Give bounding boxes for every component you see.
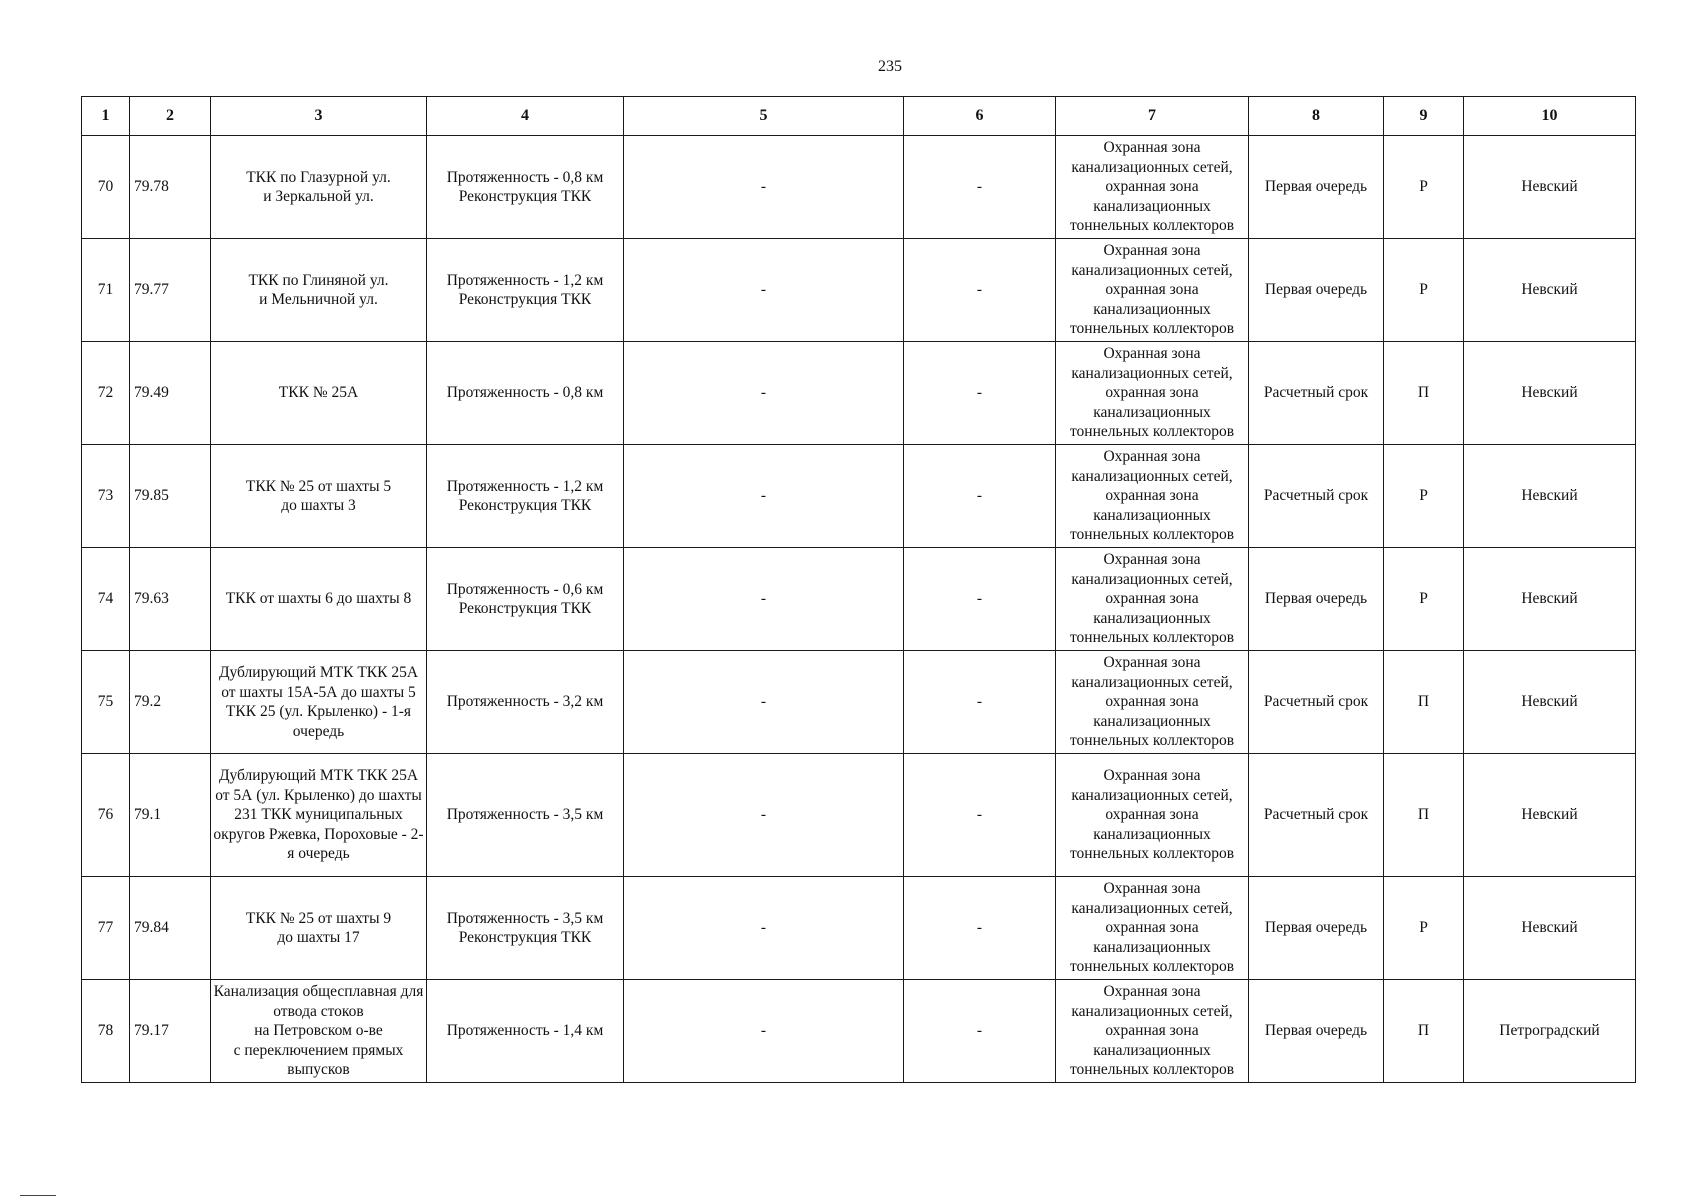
row-code-cell: 79.2 bbox=[130, 651, 211, 754]
column-header: 9 bbox=[1384, 97, 1464, 136]
type-cell: П bbox=[1384, 651, 1464, 754]
description-cell: Протяженность - 1,2 км Реконструкция ТКК bbox=[427, 445, 624, 548]
row-number-cell: 71 bbox=[82, 239, 130, 342]
column-6-cell: - bbox=[904, 754, 1056, 877]
type-cell: П bbox=[1384, 980, 1464, 1083]
table-row bbox=[82, 239, 1636, 342]
row-number-cell: 72 bbox=[82, 342, 130, 445]
row-code-cell: 79.78 bbox=[130, 136, 211, 239]
type-cell: Р bbox=[1384, 445, 1464, 548]
column-header: 6 bbox=[904, 97, 1056, 136]
description-cell: Протяженность - 1,4 км bbox=[427, 980, 624, 1083]
zone-cell: Охранная зона канализационных сетей, охранная зона канализационных тоннельных коллекторов bbox=[1056, 445, 1249, 548]
row-code-cell: 79.63 bbox=[130, 548, 211, 651]
table-row bbox=[82, 548, 1636, 651]
page-number: 235 bbox=[878, 58, 902, 75]
zone-cell: Охранная зона канализационных сетей, охранная зона канализационных тоннельных коллекторов bbox=[1056, 136, 1249, 239]
table-body bbox=[82, 136, 1636, 1083]
table-row bbox=[82, 136, 1636, 239]
object-name-cell: ТКК № 25А bbox=[211, 342, 427, 445]
type-cell: Р bbox=[1384, 136, 1464, 239]
row-number-cell: 76 bbox=[82, 754, 130, 877]
column-5-cell: - bbox=[624, 980, 904, 1083]
table-row bbox=[82, 877, 1636, 980]
zone-cell: Охранная зона канализационных сетей, охранная зона канализационных тоннельных коллекторов bbox=[1056, 239, 1249, 342]
description-cell: Протяженность - 3,2 км bbox=[427, 651, 624, 754]
column-6-cell: - bbox=[904, 445, 1056, 548]
description-cell: Протяженность - 3,5 км bbox=[427, 754, 624, 877]
data-table bbox=[81, 96, 1636, 1083]
row-number-cell: 70 bbox=[82, 136, 130, 239]
description-cell: Протяженность - 3,5 км Реконструкция ТКК bbox=[427, 877, 624, 980]
description-cell: Протяженность - 0,8 км bbox=[427, 342, 624, 445]
object-name-cell: ТКК по Глиняной ул. и Мельничной ул. bbox=[211, 239, 427, 342]
row-number-cell: 78 bbox=[82, 980, 130, 1083]
row-code-cell: 79.77 bbox=[130, 239, 211, 342]
column-5-cell: - bbox=[624, 651, 904, 754]
object-name-cell: ТКК по Глазурной ул. и Зеркальной ул. bbox=[211, 136, 427, 239]
column-header: 7 bbox=[1056, 97, 1249, 136]
zone-cell: Охранная зона канализационных сетей, охранная зона канализационных тоннельных коллекторов bbox=[1056, 980, 1249, 1083]
term-cell: Первая очередь bbox=[1249, 980, 1384, 1083]
district-cell: Невский bbox=[1464, 239, 1636, 342]
type-cell: Р bbox=[1384, 239, 1464, 342]
zone-cell: Охранная зона канализационных сетей, охранная зона канализационных тоннельных коллекторов bbox=[1056, 651, 1249, 754]
column-header: 4 bbox=[427, 97, 624, 136]
term-cell: Первая очередь bbox=[1249, 877, 1384, 980]
district-cell: Петроградский bbox=[1464, 980, 1636, 1083]
description-cell: Протяженность - 0,6 км Реконструкция ТКК bbox=[427, 548, 624, 651]
term-cell: Расчетный срок bbox=[1249, 445, 1384, 548]
zone-cell: Охранная зона канализационных сетей, охранная зона канализационных тоннельных коллекторов bbox=[1056, 754, 1249, 877]
column-6-cell: - bbox=[904, 136, 1056, 239]
table-row bbox=[82, 980, 1636, 1083]
column-5-cell: - bbox=[624, 342, 904, 445]
column-5-cell: - bbox=[624, 239, 904, 342]
row-number-cell: 75 bbox=[82, 651, 130, 754]
type-cell: Р bbox=[1384, 877, 1464, 980]
row-code-cell: 79.49 bbox=[130, 342, 211, 445]
table-row bbox=[82, 342, 1636, 445]
district-cell: Невский bbox=[1464, 651, 1636, 754]
column-header: 3 bbox=[211, 97, 427, 136]
column-6-cell: - bbox=[904, 239, 1056, 342]
description-cell: Протяженность - 1,2 км Реконструкция ТКК bbox=[427, 239, 624, 342]
column-6-cell: - bbox=[904, 877, 1056, 980]
column-6-cell: - bbox=[904, 342, 1056, 445]
district-cell: Невский bbox=[1464, 445, 1636, 548]
term-cell: Первая очередь bbox=[1249, 548, 1384, 651]
column-6-cell: - bbox=[904, 548, 1056, 651]
district-cell: Невский bbox=[1464, 877, 1636, 980]
column-header: 10 bbox=[1464, 97, 1636, 136]
row-code-cell: 79.17 bbox=[130, 980, 211, 1083]
object-name-cell: ТКК № 25 от шахты 5 до шахты 3 bbox=[211, 445, 427, 548]
object-name-cell: Дублирующий МТК ТКК 25А от шахты 15А-5А до шахты 5 ТКК 25 (ул. Крыленко) - 1-я очередь bbox=[211, 651, 427, 754]
column-header: 1 bbox=[82, 97, 130, 136]
zone-cell: Охранная зона канализационных сетей, охранная зона канализационных тоннельных коллекторов bbox=[1056, 342, 1249, 445]
district-cell: Невский bbox=[1464, 342, 1636, 445]
term-cell: Расчетный срок bbox=[1249, 651, 1384, 754]
object-name-cell: Дублирующий МТК ТКК 25А от 5А (ул. Крыленко) до шахты 231 ТКК муниципальных округов Ржевка, Пороховые - 2-я очередь bbox=[211, 754, 427, 877]
table-row bbox=[82, 445, 1636, 548]
row-number-cell: 73 bbox=[82, 445, 130, 548]
row-code-cell: 79.85 bbox=[130, 445, 211, 548]
object-name-cell: Канализация общесплавная для отвода стоков на Петровском о-ве с переключением прямых выпусков bbox=[211, 980, 427, 1083]
table-row bbox=[82, 651, 1636, 754]
description-cell: Протяженность - 0,8 км Реконструкция ТКК bbox=[427, 136, 624, 239]
district-cell: Невский bbox=[1464, 548, 1636, 651]
district-cell: Невский bbox=[1464, 754, 1636, 877]
term-cell: Первая очередь bbox=[1249, 136, 1384, 239]
term-cell: Расчетный срок bbox=[1249, 754, 1384, 877]
type-cell: П bbox=[1384, 342, 1464, 445]
term-cell: Расчетный срок bbox=[1249, 342, 1384, 445]
column-header: 8 bbox=[1249, 97, 1384, 136]
row-number-cell: 77 bbox=[82, 877, 130, 980]
object-name-cell: ТКК от шахты 6 до шахты 8 bbox=[211, 548, 427, 651]
row-code-cell: 79.84 bbox=[130, 877, 211, 980]
column-header: 5 bbox=[624, 97, 904, 136]
zone-cell: Охранная зона канализационных сетей, охранная зона канализационных тоннельных коллекторов bbox=[1056, 548, 1249, 651]
scan-mark bbox=[20, 1195, 56, 1196]
type-cell: Р bbox=[1384, 548, 1464, 651]
column-6-cell: - bbox=[904, 980, 1056, 1083]
column-6-cell: - bbox=[904, 651, 1056, 754]
table-row bbox=[82, 754, 1636, 877]
column-5-cell: - bbox=[624, 548, 904, 651]
column-header: 2 bbox=[130, 97, 211, 136]
header-row bbox=[82, 97, 1636, 136]
column-5-cell: - bbox=[624, 877, 904, 980]
column-5-cell: - bbox=[624, 754, 904, 877]
type-cell: П bbox=[1384, 754, 1464, 877]
column-5-cell: - bbox=[624, 445, 904, 548]
district-cell: Невский bbox=[1464, 136, 1636, 239]
row-code-cell: 79.1 bbox=[130, 754, 211, 877]
object-name-cell: ТКК № 25 от шахты 9 до шахты 17 bbox=[211, 877, 427, 980]
column-5-cell: - bbox=[624, 136, 904, 239]
term-cell: Первая очередь bbox=[1249, 239, 1384, 342]
row-number-cell: 74 bbox=[82, 548, 130, 651]
zone-cell: Охранная зона канализационных сетей, охранная зона канализационных тоннельных коллекторов bbox=[1056, 877, 1249, 980]
